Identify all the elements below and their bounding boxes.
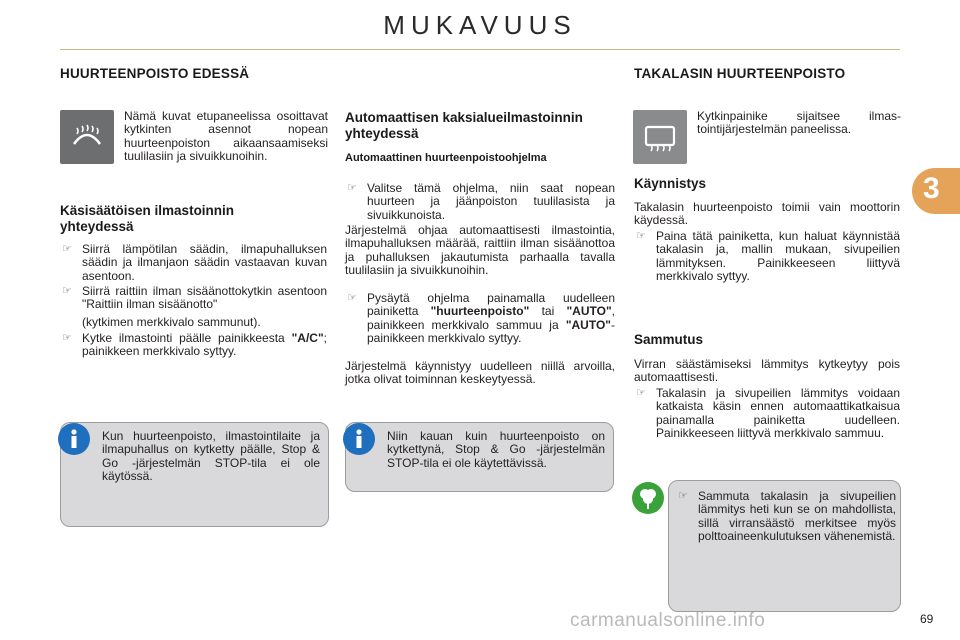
rear-demist-intro: Kytkinpainike sijaitsee ilmastointijärjestelmän paneelissa.: [697, 109, 901, 137]
start-heading: Käynnistys: [634, 176, 707, 191]
bullet-arrow-icon: ☞: [636, 387, 646, 399]
bullet-arrow-icon: ☞: [62, 332, 72, 344]
list-item: ☞ Siirrä lämpötilan säädin, ilmapuhalluksen säädin ja ilmanjaon säädin vastaavan kuvan asentoon.: [62, 242, 327, 283]
bullet-arrow-icon: ☞: [347, 182, 357, 194]
info-note-text: Niin kauan kuin huurteenpoisto on kytkettynä, Stop & Go -järjestelmän STOP-tila ei ole käytettävissä.: [387, 429, 605, 470]
page-title: MUKAVUUS: [383, 10, 577, 40]
rear-demist-heading: TAKALASIN HUURTEENPOISTO: [634, 66, 846, 81]
auto-restart-paragraph: Järjestelmä käynnistyy uudelleen niillä arvoilla, jotka olivat toiminnan keskeytyessä.: [345, 359, 615, 387]
page-number: 69: [920, 612, 934, 626]
start-text: Takalasin huurteenpoisto toimii vain moottorin käydessä.: [634, 200, 900, 228]
list-item: ☞ Kytke ilmastointi päälle painikkeesta "A/C"; painikkeen merkkivalo syttyy.: [62, 331, 327, 359]
bullet-arrow-icon: ☞: [62, 243, 72, 255]
list-item: ☞ Takalasin ja sivupeilien lämmitys voidaan katkaista käsin ennen automaattikatkaisua painamalla painiketta uudelleen. Painikkeeseen liittyvä merkkivalo sammuu.: [636, 386, 900, 441]
stop-text: Virran säästämiseksi lämmitys kytkeytyy pois automaattisesti.: [634, 357, 900, 385]
front-demist-intro: Nämä kuvat etupaneelissa osoittavat kytkinten asennot nopean huurteenpoiston aikaansaamiseksi tuulilasiin ja sivuikkunoihin.: [124, 109, 328, 164]
list-item: ☞ Valitse tämä ohjelma, niin saat nopean huurteen ja jäänpoiston tuulilasista ja sivuikkunoista.: [347, 181, 615, 222]
list-item: ☞ Paina tätä painiketta, kun haluat käynnistää takalasin ja, mallin mukaan, sivupeilien lämmityksen. Painikkeeseen liittyvä merkkivalo syttyy.: [636, 229, 900, 284]
chapter-number: 3: [923, 172, 940, 205]
list-note: (kytkimen merkkivalo sammunut).: [82, 315, 261, 329]
rear-demist-icon: [633, 110, 687, 164]
bullet-arrow-icon: ☞: [62, 285, 72, 297]
watermark: carmanualsonline.info: [570, 610, 766, 631]
info-icon: [343, 423, 375, 455]
info-note-text: Kun huurteenpoisto, ilmastointilaite ja ilmapuhallus on kytketty päälle, Stop & Go -järjestelmän STOP-tila ei ole käytössä.: [102, 429, 320, 484]
manual-ac-heading: Käsisäätöisen ilmastoinnin yhteydessä: [60, 203, 235, 234]
front-demist-heading: HUURTEENPOISTO EDESSÄ: [60, 66, 250, 81]
windscreen-demist-icon: [60, 110, 114, 164]
info-icon: [58, 423, 90, 455]
bullet-arrow-icon: ☞: [347, 292, 357, 304]
eco-leaf-icon: [632, 482, 664, 514]
stop-heading: Sammutus: [634, 332, 704, 347]
list-item: ☞ Siirrä raittiin ilman sisäänottokytkin asentoon "Raittiin ilman sisäänotto": [62, 284, 327, 312]
auto-ac-heading: Automaattisen kaksialueilmastoinnin yhteydessä: [345, 110, 583, 141]
auto-paragraph: Järjestelmä ohjaa automaattisesti ilmastointia, ilmapuhalluksen määrää, raittiin ilman sisäänottoa ja puhalluksen jakautumista parhaalla tavalla tuulilasiin ja sivuikkunoihin.: [345, 223, 615, 278]
list-item: ☞ Sammuta takalasin ja sivupeilien lämmitys heti kun se on mahdollista, sillä virransäästö merkitsee myös polttoaineenkulutuksen vähenemistä.: [678, 489, 896, 544]
auto-demist-subheading: Automaattinen huurteenpoistoohjelma: [345, 152, 547, 164]
bullet-arrow-icon: ☞: [678, 490, 688, 502]
list-item: ☞ Pysäytä ohjelma painamalla uudelleen painiketta "huurteenpoisto" tai "AUTO", painikkeen merkkivalo sammuu ja "AUTO"-painikkeen merkkivalo syttyy.: [347, 291, 615, 346]
header-divider: [60, 49, 900, 50]
bullet-arrow-icon: ☞: [636, 230, 646, 242]
